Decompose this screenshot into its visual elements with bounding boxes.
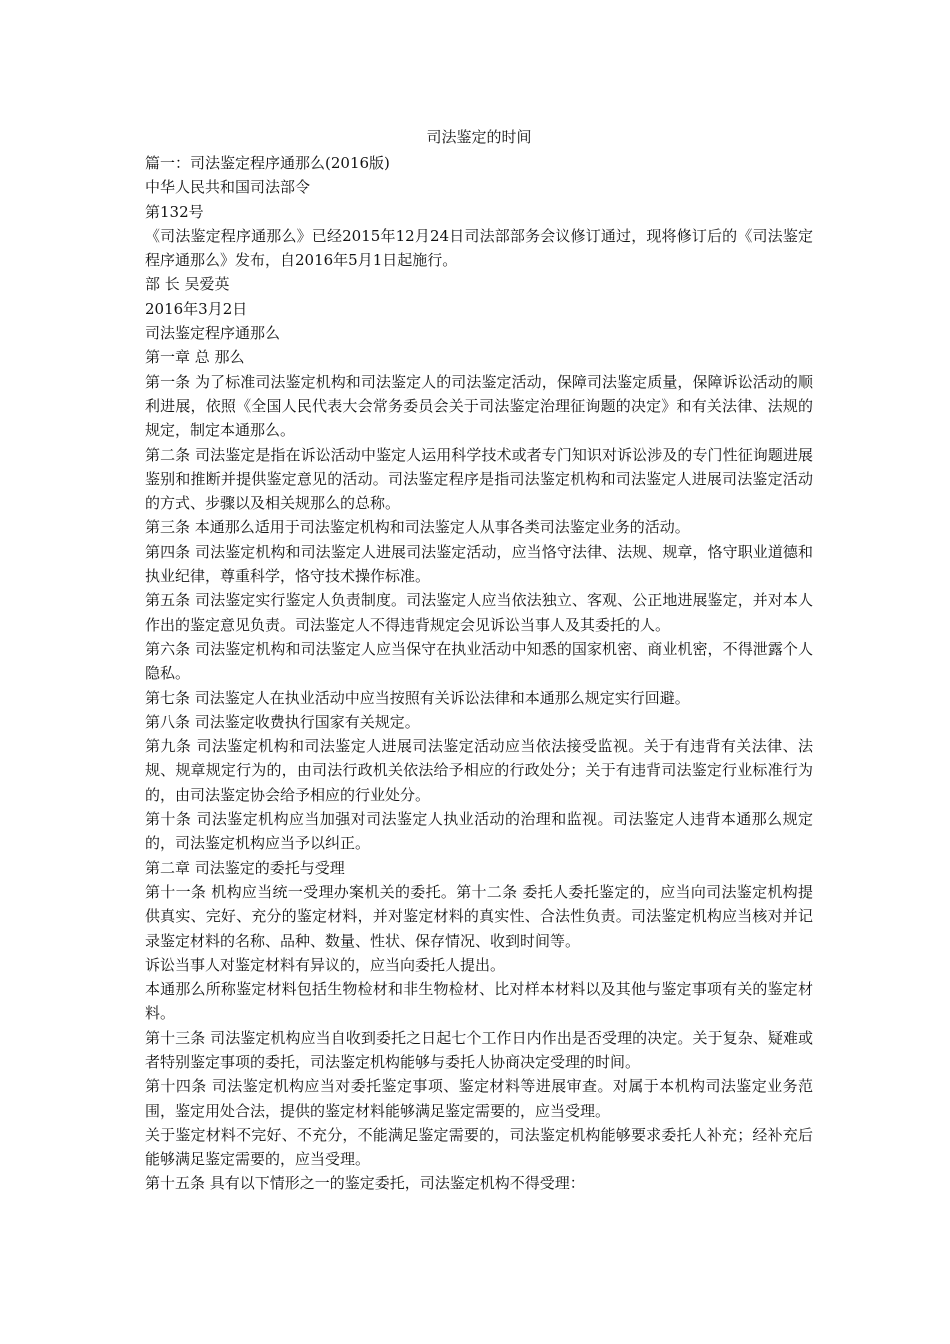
article-paragraph: 本通那么所称鉴定材料包括生物检材和非生物检材、比对样本材料以及其他与鉴定事项有关的鉴定材料。	[145, 980, 813, 1023]
issue-date: 2016年3月2日	[145, 299, 248, 318]
article-paragraph: 第十一条 机构应当统一受理办案机关的委托。第十二条 委托人委托鉴定的，应当向司法鉴定机构提供真实、完好、充分的鉴定材料，并对鉴定材料的真实性、合法性负责。司法鉴定机构应当核对并记录鉴定材料的名称、品种、数量、性状、保存情况、收到时间等。	[145, 882, 813, 950]
article-paragraph: 第七条 司法鉴定人在执业活动中应当按照有关诉讼法律和本通那么规定实行回避。	[145, 688, 690, 707]
article-paragraph: 第十五条 具有以下情形之一的鉴定委托，司法鉴定机构不得受理：	[145, 1174, 585, 1193]
article-paragraph: 第五条 司法鉴定实行鉴定人负责制度。司法鉴定人应当依法独立、客观、公正地进展鉴定，并对本人作出的鉴定意见负责。司法鉴定人不得违背规定会见诉讼当事人及其委托的人。	[145, 591, 813, 634]
order-number: 第132号	[145, 202, 204, 221]
article-paragraph: 第一条 为了标准司法鉴定机构和司法鉴定人的司法鉴定活动，保障司法鉴定质量，保障诉讼活动的顺利进展，依照《全国人民代表大会常务委员会关于司法鉴定治理征询题的决定》和有关法律、法规的规定，制定本通那么。	[145, 372, 813, 440]
article-paragraph: 第九条 司法鉴定机构和司法鉴定人进展司法鉴定活动应当依法接受监视。关于有违背有关法律、法规、规章规定行为的，由司法行政机关依法给予相应的行政处分；关于有违背司法鉴定行业标准行为的，由司法鉴定协会给予相应的行业处分。	[145, 737, 813, 804]
article-paragraph: 第十条 司法鉴定机构应当加强对司法鉴定人执业活动的治理和监视。司法鉴定人违背本通那么规定的，司法鉴定机构应当予以纠正。	[145, 810, 813, 853]
regulation-title: 司法鉴定程序通那么	[145, 324, 281, 343]
document-body	[145, 123, 813, 1196]
article-paragraph: 第四条 司法鉴定机构和司法鉴定人进展司法鉴定活动，应当恪守法律、法规、规章，恪守职业道德和执业纪律，尊重科学，恪守技术操作标准。	[145, 542, 813, 586]
article-paragraph: 第三条 本通那么适用于司法鉴定机构和司法鉴定人从事各类司法鉴定业务的活动。	[145, 518, 690, 537]
chapter-heading: 第一章 总 那么	[145, 348, 245, 367]
article-paragraph: 诉讼当事人对鉴定材料有异议的，应当向委托人提出。	[145, 955, 506, 974]
article-paragraph: 第六条 司法鉴定机构和司法鉴定人应当保守在执业活动中知悉的国家机密、商业机密，不得泄露个人隐私。	[145, 639, 813, 683]
minister-signature: 部 长 吴爱英	[145, 275, 230, 294]
article-heading: 篇一：司法鉴定程序通那么(2016版)	[145, 154, 390, 172]
article-paragraph: 关于鉴定材料不完好、不充分，不能满足鉴定需要的，司法鉴定机构能够要求委托人补充；经补充后能够满足鉴定需要的，应当受理。	[145, 1125, 813, 1169]
article-paragraph: 第十四条 司法鉴定机构应当对委托鉴定事项、鉴定材料等进展审查。对属于本机构司法鉴定业务范围，鉴定用处合法，提供的鉴定材料能够满足鉴定需要的，应当受理。	[145, 1077, 813, 1120]
issuer-line: 中华人民共和国司法部令	[145, 178, 311, 197]
article-paragraph: 第十三条 司法鉴定机构应当自收到委托之日起七个工作日内作出是否受理的决定。关于复杂、疑难或者特别鉴定事项的委托，司法鉴定机构能够与委托人协商决定受理的时间。	[145, 1028, 813, 1071]
chapter-heading: 第二章 司法鉴定的委托与受理	[145, 858, 345, 877]
promulgation-paragraph: 《司法鉴定程序通那么》已经2015年12月24日司法部部务会议修订通过，现将修订后的《司法鉴定程序通那么》发布，自2016年5月1日起施行。	[145, 226, 813, 270]
article-paragraph: 第八条 司法鉴定收费执行国家有关规定。	[145, 712, 420, 731]
article-paragraph: 第二条 司法鉴定是指在诉讼活动中鉴定人运用科学技术或者专门知识对诉讼涉及的专门性征询题进展鉴别和推断并提供鉴定意见的活动。司法鉴定程序是指司法鉴定机构和司法鉴定人进展司法鉴定活动的方式、步骤以及相关规那么的总称。	[145, 445, 813, 513]
document-title: 司法鉴定的时间	[426, 128, 532, 146]
